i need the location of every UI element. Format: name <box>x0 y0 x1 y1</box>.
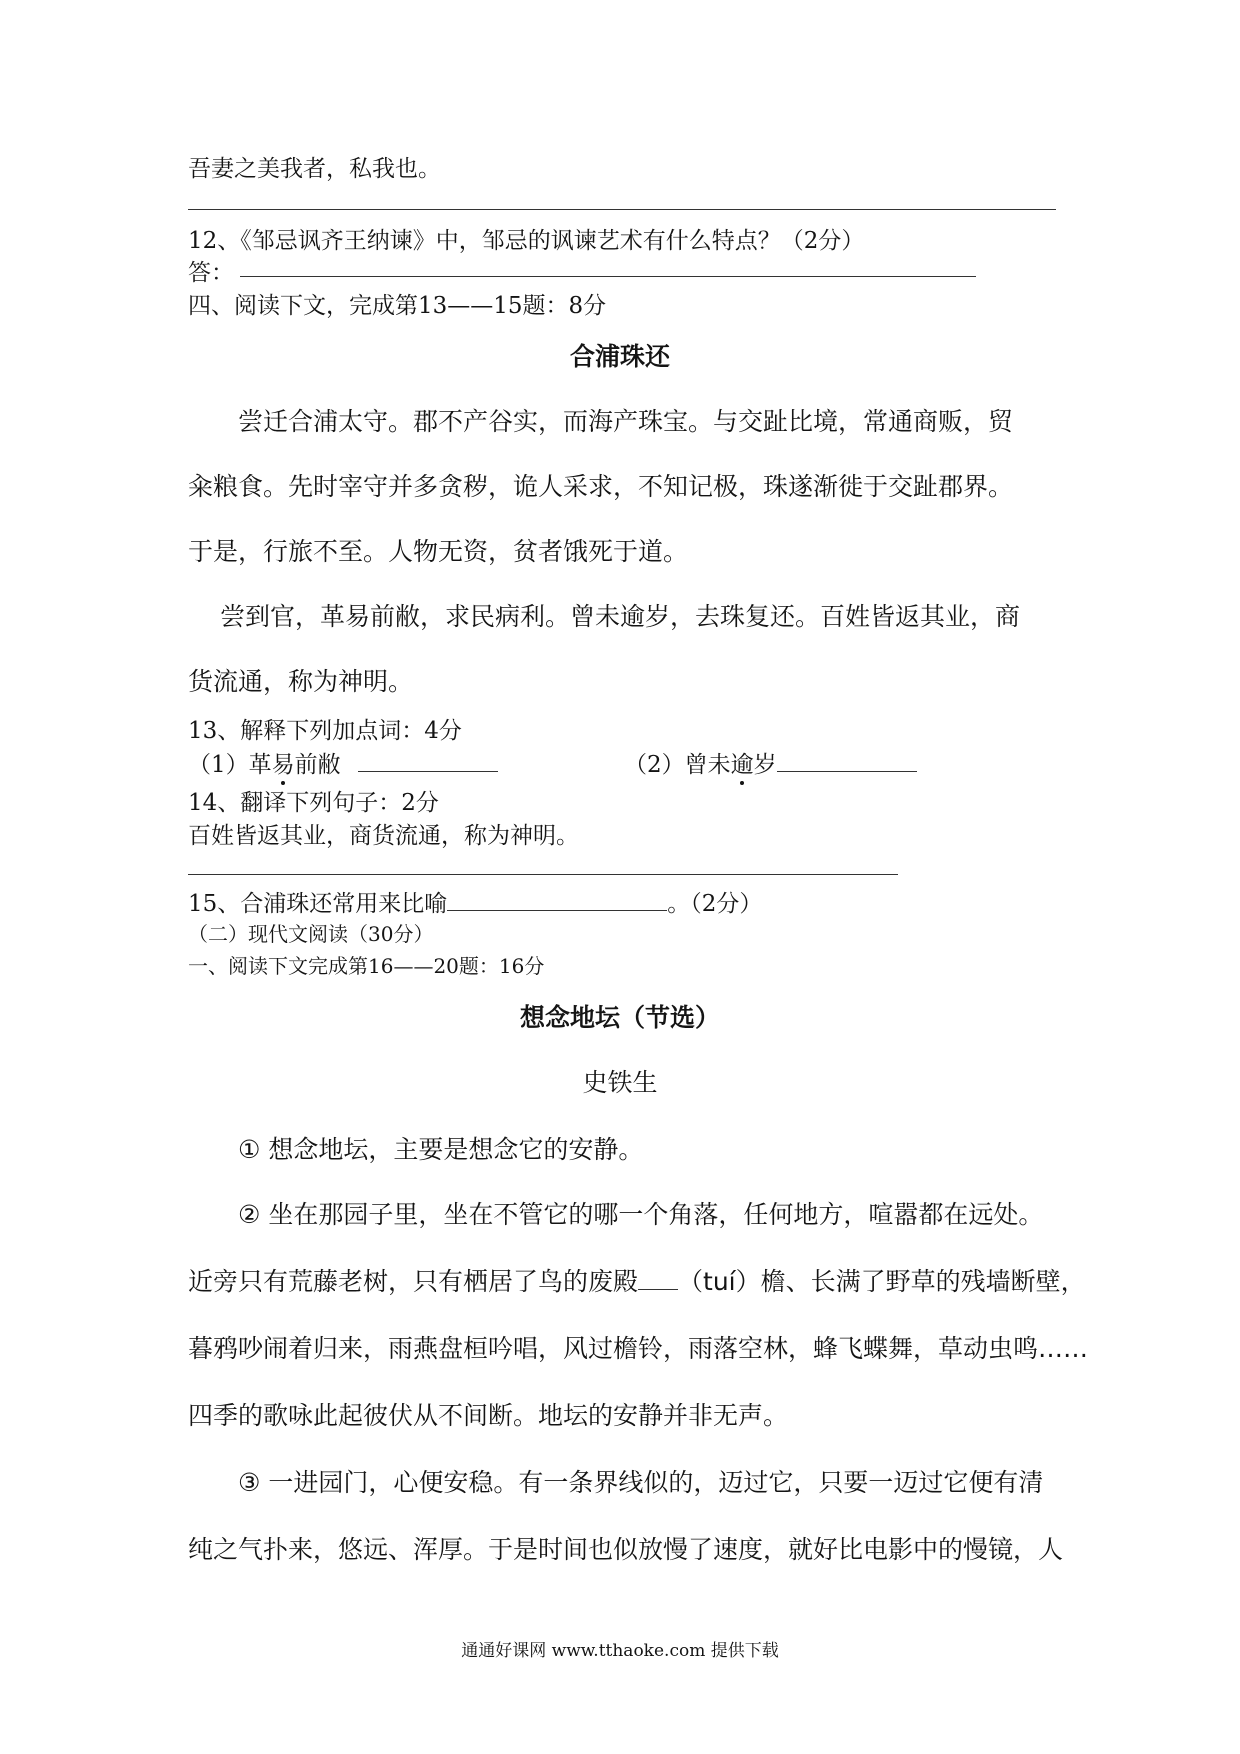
section-heading-1: 一、阅读下文完成第16——20题：16分 <box>188 954 545 978</box>
answer-blank[interactable] <box>358 751 498 772</box>
answer-line[interactable] <box>188 209 1056 210</box>
question-15 <box>188 885 762 918</box>
author: 史铁生 <box>582 1068 658 1097</box>
question-13-2 <box>624 746 917 779</box>
m2b-prefix: 近旁只有荒藤老树，只有栖居了鸟的废殿 <box>188 1267 639 1296</box>
pinyin: （tuí） <box>678 1267 761 1296</box>
answer-blank[interactable] <box>447 890 667 911</box>
question-14-sentence: 百姓皆返其业，商货流通，称为神明。 <box>188 823 579 849</box>
section-heading-4: 四、阅读下文，完成第13——15题：8分 <box>188 293 607 319</box>
q13-1-suffix: 前敝 <box>294 752 341 778</box>
answer-line[interactable] <box>240 276 976 277</box>
passage-line: 尝到官，革易前敝，求民病利。曾未逾岁，去珠复还。百姓皆返其业，商 <box>220 602 1021 631</box>
footer: 通通好课网 www.tthaoke.com 提供下载 <box>461 1641 779 1661</box>
q15-prefix: 15、合浦珠还常用来比喻 <box>188 891 448 917</box>
passage-title: 合浦珠还 <box>569 342 670 371</box>
passage-line: ① 想念地坛，主要是想念它的安静。 <box>238 1135 644 1164</box>
q13-1-prefix: （1）革 <box>188 752 272 778</box>
dotted-word: 易 <box>272 746 295 779</box>
answer-blank[interactable] <box>638 1269 678 1290</box>
question-13-1 <box>188 746 498 779</box>
passage-line: 尝迁合浦太守。郡不产谷实，而海产珠宝。与交趾比境，常通商贩，贸 <box>238 407 1014 436</box>
answer-line[interactable] <box>188 874 898 875</box>
text-line: 吾妻之美我者，私我也。 <box>188 156 441 182</box>
answer-label: 答： <box>188 260 234 286</box>
passage-line: 暮鸦吵闹着归来，雨燕盘桓吟唱，风过檐铃，雨落空林，蜂飞蝶舞，草动虫鸣…… <box>188 1334 1089 1363</box>
question-13: 13、解释下列加点词：4分 <box>188 718 462 744</box>
subsection-heading: （二）现代文阅读（30分） <box>188 922 434 946</box>
m2b-suffix: 檐、长满了野草的残墙断壁， <box>760 1267 1086 1296</box>
dotted-word: 逾 <box>731 746 754 779</box>
passage-line: 货流通，称为神明。 <box>188 667 414 696</box>
passage-line <box>188 1262 1086 1298</box>
passage-line: 籴粮食。先时宰守并多贪秽，诡人采求，不知记极，珠遂渐徙于交趾郡界。 <box>188 472 1014 501</box>
question-14: 14、翻译下列句子：2分 <box>188 790 439 816</box>
passage-line: 四季的歌咏此起彼伏从不间断。地坛的安静并非无声。 <box>188 1401 789 1430</box>
question-12: 12、《邹忌讽齐王纳谏》中，邹忌的讽谏艺术有什么特点？（2分） <box>188 228 865 254</box>
q13-2-suffix: 岁 <box>753 752 777 778</box>
q15-suffix: 。（2分） <box>667 891 763 917</box>
passage-line: 于是，行旅不至。人物无资，贫者饿死于道。 <box>188 537 689 566</box>
passage-line: ③ 一进园门，心便安稳。有一条界线似的，迈过它，只要一迈过它便有清 <box>238 1468 1044 1497</box>
passage-line: ② 坐在那园子里，坐在不管它的哪一个角落，任何地方，喧嚣都在远处。 <box>238 1200 1044 1229</box>
passage-title: 想念地坛（节选） <box>519 1003 720 1032</box>
passage-line: 纯之气扑来，悠远、浑厚。于是时间也似放慢了速度，就好比电影中的慢镜，人 <box>188 1535 1064 1564</box>
answer-blank[interactable] <box>777 751 917 772</box>
q13-2-prefix: （2）曾未 <box>624 752 731 778</box>
